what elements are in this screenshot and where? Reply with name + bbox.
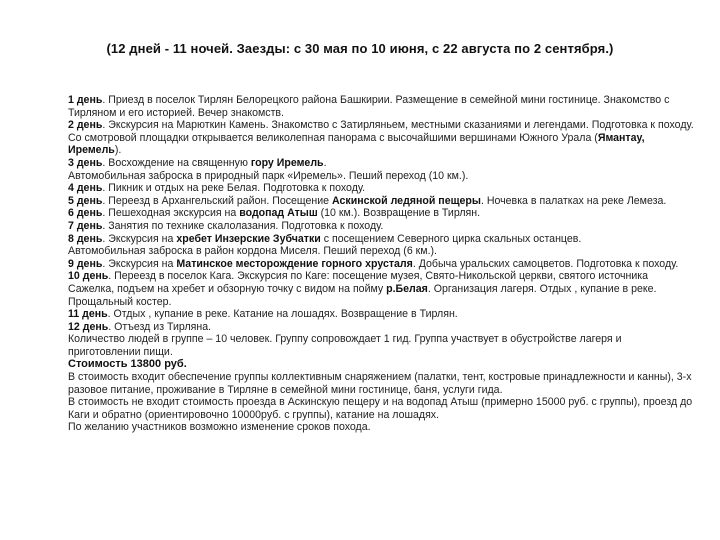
day-label: 6 день	[68, 207, 103, 220]
line-text: . Переезд в Архангельский район. Посещение	[102, 194, 332, 207]
itinerary-list	[68, 94, 696, 333]
itinerary-line	[68, 220, 696, 233]
itinerary-line	[68, 321, 696, 334]
itinerary-line	[68, 195, 696, 208]
line-text: . Переезд в поселок Кага. Экскурсия по Каге: посещение музея, Свято-Никольской церкви, святого источника Сажелка, подъем на хребет и обзорную точку с видом на пойму	[68, 270, 649, 295]
highlight-text: хребет Инзерские Зубчатки	[176, 232, 321, 245]
line-text: Автомобильная заброска в район кордона Миселя. Пеший переход (6 км.).	[68, 245, 437, 258]
day-label: 5 день	[68, 194, 103, 207]
itinerary-line	[68, 119, 696, 132]
line-text: . Восхождение на священную	[102, 156, 251, 169]
day-label: 8 день	[68, 232, 103, 245]
itinerary-line	[68, 233, 696, 246]
day-label: 12 день	[68, 320, 109, 333]
itinerary-line	[68, 170, 696, 183]
line-text: . Добыча уральских самоцветов. Подготовка к походу.	[412, 257, 679, 270]
line-text: . Пешеходная экскурсия на	[102, 207, 240, 220]
line-text: . Экскурсия на	[102, 257, 177, 270]
itinerary-line	[68, 132, 696, 157]
not-included-info: В стоимость не входит стоимость проезда в Аскинскую пещеру и на водопад Атыш (примерно 15000 руб. с группы), проезд до Каги и обратно (ориентировочно 10000руб. с группы), катание на лошадях.	[68, 396, 693, 421]
note: По желанию участников возможно изменение сроков похода.	[68, 421, 371, 434]
itinerary-body	[68, 94, 696, 434]
itinerary-line	[68, 308, 696, 321]
highlight-text: гору Иремель	[250, 156, 324, 169]
line-text: . Пикник и отдых на реке Белая. Подготовка к походу.	[102, 182, 366, 195]
day-label: 9 день	[68, 257, 103, 270]
line-text: . Ночевка в палатках на реке Лемеза.	[480, 194, 667, 207]
line-text: . Приезд в поселок Тирлян Белорецкого района Башкирии. Размещение в семейной мини гостинице. Знакомство с Тирляном и его историей. Вечер знакомств.	[68, 94, 670, 119]
cost	[68, 358, 696, 371]
page-title: (12 дней - 11 ночей. Заезды: с 30 мая по 10 июня, с 22 августа по 2 сентября.)	[106, 41, 614, 56]
line-text: (10 км.). Возвращение в Тирлян.	[317, 207, 481, 220]
included-info: В стоимость входит обеспечение группы коллективным снаряжением (палатки, тент, костровые принадлежности и канны), 3-х разовое питание, проживание в Тирляне в семейной мини гостинице, баня, услуги гида.	[68, 371, 692, 396]
line-text: . Экскурсия на	[102, 232, 177, 245]
day-label: 11 день	[68, 308, 108, 321]
itinerary-line	[68, 94, 696, 119]
highlight-text: Матинское месторождение горного хрусталя	[176, 257, 413, 270]
itinerary-line	[68, 258, 696, 271]
line-text: .	[323, 156, 327, 169]
line-text: ).	[114, 144, 122, 157]
line-text: . Организация лагеря. Отдых , купание в реке. Прощальный костер.	[68, 282, 657, 308]
highlight-text: р.Белая	[386, 282, 428, 295]
itinerary-line	[68, 270, 696, 308]
day-label: 4 день	[68, 182, 103, 195]
highlight-text: Аскинской ледяной пещеры	[332, 194, 481, 207]
line-text: . Занятия по технике скалолазания. Подготовка к походу.	[102, 219, 384, 232]
day-label: 2 день	[68, 119, 103, 132]
line-text: с посещением Северного цирка скальных останцев.	[320, 232, 582, 245]
line-text: . Отъезд из Тирляна.	[108, 320, 212, 333]
itinerary-line	[68, 245, 696, 258]
highlight-text: Ямантау, Иремель	[68, 131, 645, 157]
day-label: 7 день	[68, 219, 103, 232]
line-text: . Экскурсия на Марюткин Камень. Знакомство с Затирляньем, местными сказаниями и легендами. Подготовка к походу.	[102, 119, 694, 132]
itinerary-line	[68, 157, 696, 170]
line-text: . Отдых , купание в реке. Катание на лошадях. Возвращение в Тирлян.	[107, 308, 458, 321]
cost-label: Стоимость 13800 руб.	[68, 358, 187, 371]
line-text: Со смотровой площадки открывается великолепная панорама с высочайшими вершинами Южного Урала (	[68, 131, 598, 144]
itinerary-line	[68, 207, 696, 220]
day-label: 10 день	[68, 270, 109, 283]
line-text: Автомобильная заброска в природный парк «Иремель». Пеший переход (10 км.).	[68, 169, 469, 182]
day-label: 3 день	[68, 156, 103, 169]
highlight-text: водопад Атыш	[239, 207, 318, 220]
group-info: Количество людей в группе – 10 человек. Группу сопровождает 1 гид. Группа участвует в обустройстве лагеря и приготовлении пищи.	[68, 333, 622, 358]
day-label: 1 день	[68, 94, 103, 106]
itinerary-line	[68, 182, 696, 195]
